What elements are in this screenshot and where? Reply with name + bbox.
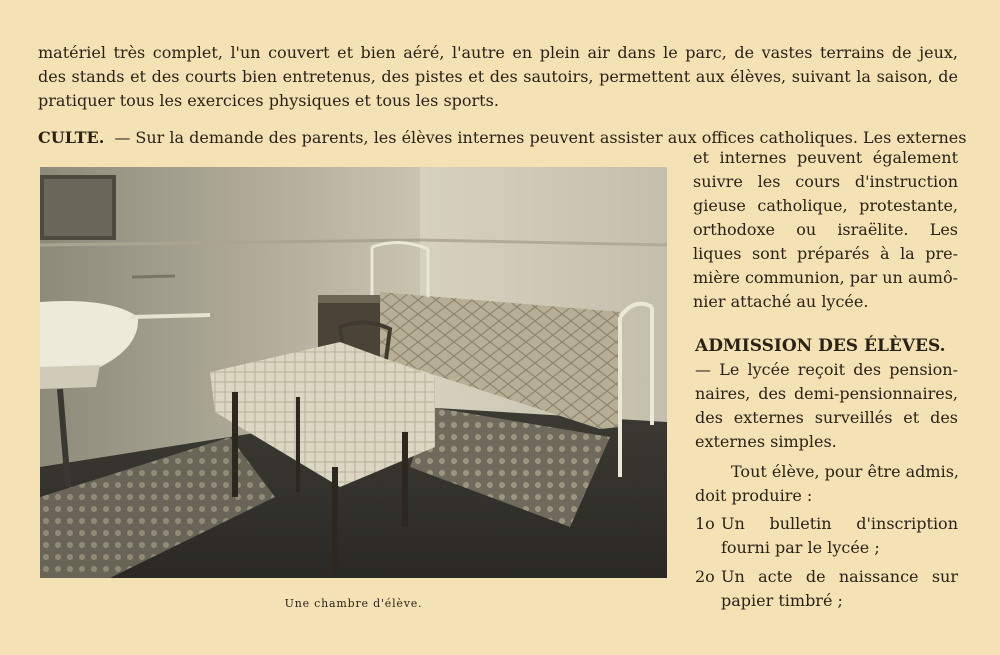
item-line-1: Un acte de naissance sur: [721, 567, 958, 586]
item-number: 1o: [695, 514, 715, 533]
item-1-line-2: fourni par le lycée ;: [721, 538, 880, 557]
requirement-intro-1: Tout élève, pour être admis,: [731, 462, 959, 481]
room-photo-illustration: [40, 167, 667, 578]
culte-line-6: mière communion, par un aumô-: [693, 268, 958, 287]
intro-line-2: des stands et des courts bien entretenus, des pistes et des sautoirs, permettent aux élèves, suivant la saison, de: [38, 67, 958, 86]
culte-line-2: suivre les cours d'instruction: [693, 172, 958, 191]
admission-line-2: naires, des demi-pensionnaires,: [695, 384, 958, 403]
culte-line-3: gieuse catholique, protestante,: [693, 196, 958, 215]
intro-line-3: pratiquer tous les exercices physiques et tous les sports.: [38, 91, 499, 110]
requirement-intro-2: doit produire :: [695, 486, 813, 505]
culte-heading: CULTE.: [38, 128, 105, 147]
culte-line-1: et internes peuvent également: [693, 148, 958, 167]
item-number: 2o: [695, 567, 715, 586]
item-2-line-2: papier timbré ;: [721, 591, 843, 610]
item-line-1: Un bulletin d'inscription: [721, 514, 958, 533]
photo-caption: Une chambre d'élève.: [284, 597, 423, 610]
intro-line-1: matériel très complet, l'un couvert et bien aéré, l'autre en plein air dans le parc, de vastes terrains de jeux,: [38, 43, 958, 62]
admission-line-3: des externes surveillés et des: [695, 408, 958, 427]
admission-line-1: — Le lycée reçoit des pension-: [695, 360, 958, 379]
culte-line-7: nier attaché au lycée.: [693, 292, 869, 311]
culte-first-line-text: — Sur la demande des parents, les élèves internes peuvent assister aux offices catholiques. Les externes: [114, 128, 967, 147]
requirement-item-2: [695, 565, 958, 589]
admission-line-4: externes simples.: [695, 432, 837, 451]
culte-line-4: orthodoxe ou israëlite. Les: [693, 220, 958, 239]
admission-heading: ADMISSION DES ÉLÈVES.: [695, 336, 946, 356]
culte-line-5: liques sont préparés à la pre-: [693, 244, 958, 263]
requirement-item-1: [695, 512, 958, 536]
room-photograph: [40, 167, 667, 578]
